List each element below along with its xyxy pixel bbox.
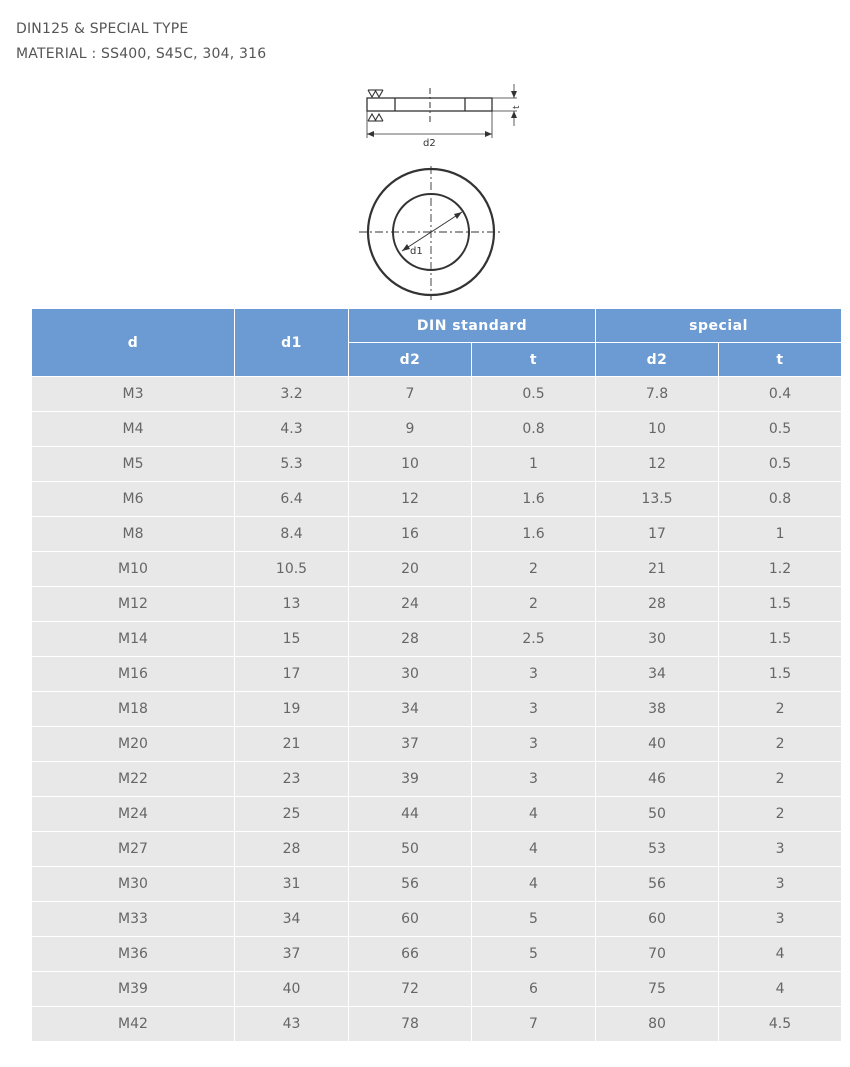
cell-d: M16 [32, 657, 235, 692]
table-row [32, 1007, 842, 1042]
cell-din-d2: 34 [349, 692, 472, 727]
cell-din-t: 3 [472, 657, 596, 692]
page-title: DIN125 & SPECIAL TYPE [16, 21, 189, 37]
table-row [32, 622, 842, 657]
cell-special-t: 3 [719, 867, 842, 902]
cell-din-t: 1 [472, 447, 596, 482]
group-header-din-standard: DIN standard [349, 309, 596, 343]
cell-din-d2: 66 [349, 937, 472, 972]
column-header-special-t: t [719, 343, 842, 377]
cell-din-d2: 78 [349, 1007, 472, 1042]
cell-special-t: 1.5 [719, 622, 842, 657]
cell-special-d2: 46 [596, 762, 719, 797]
cell-din-t: 0.8 [472, 412, 596, 447]
cell-din-t: 3 [472, 727, 596, 762]
cell-d1: 23 [235, 762, 349, 797]
cell-special-d2: 80 [596, 1007, 719, 1042]
table-row [32, 797, 842, 832]
cell-d: M6 [32, 482, 235, 517]
cell-special-d2: 40 [596, 727, 719, 762]
cell-din-d2: 24 [349, 587, 472, 622]
cell-din-d2: 60 [349, 902, 472, 937]
cell-din-d2: 20 [349, 552, 472, 587]
table-row [32, 692, 842, 727]
cell-special-t: 0.5 [719, 412, 842, 447]
cell-din-d2: 30 [349, 657, 472, 692]
material-spec: MATERIAL : SS400, S45C, 304, 316 [16, 46, 267, 62]
cell-special-t: 1.5 [719, 657, 842, 692]
table-row [32, 587, 842, 622]
cell-d1: 43 [235, 1007, 349, 1042]
column-header-d: d [32, 309, 235, 377]
cell-din-t: 2 [472, 552, 596, 587]
cell-d: M10 [32, 552, 235, 587]
cell-special-d2: 38 [596, 692, 719, 727]
cell-d1: 28 [235, 832, 349, 867]
cell-special-d2: 53 [596, 832, 719, 867]
cell-din-t: 4 [472, 867, 596, 902]
cell-special-d2: 12 [596, 447, 719, 482]
table-body [32, 377, 842, 1042]
cell-d: M20 [32, 727, 235, 762]
cell-special-d2: 70 [596, 937, 719, 972]
washer-top-view-drawing [356, 166, 506, 302]
cell-d: M36 [32, 937, 235, 972]
cell-special-d2: 30 [596, 622, 719, 657]
cell-din-d2: 28 [349, 622, 472, 657]
cell-special-d2: 34 [596, 657, 719, 692]
column-header-din-d2: d2 [349, 343, 472, 377]
cell-d1: 21 [235, 727, 349, 762]
cell-d: M33 [32, 902, 235, 937]
table-row [32, 377, 842, 412]
cell-special-d2: 60 [596, 902, 719, 937]
cell-din-t: 2 [472, 587, 596, 622]
cell-d1: 25 [235, 797, 349, 832]
cell-special-d2: 21 [596, 552, 719, 587]
cell-special-d2: 56 [596, 867, 719, 902]
cell-special-d2: 28 [596, 587, 719, 622]
cell-din-t: 1.6 [472, 482, 596, 517]
cell-d1: 3.2 [235, 377, 349, 412]
cell-din-d2: 12 [349, 482, 472, 517]
cell-d: M4 [32, 412, 235, 447]
surface-finish-symbols [368, 90, 383, 121]
cell-din-t: 3 [472, 692, 596, 727]
cell-din-t: 4 [472, 832, 596, 867]
cell-din-d2: 44 [349, 797, 472, 832]
cell-d1: 19 [235, 692, 349, 727]
column-header-special-d2: d2 [596, 343, 719, 377]
cell-special-t: 2 [719, 727, 842, 762]
cell-special-d2: 50 [596, 797, 719, 832]
table-row [32, 657, 842, 692]
cell-special-d2: 13.5 [596, 482, 719, 517]
cell-d1: 8.4 [235, 517, 349, 552]
cell-din-d2: 72 [349, 972, 472, 1007]
cell-din-t: 2.5 [472, 622, 596, 657]
cell-d1: 37 [235, 937, 349, 972]
table-row [32, 902, 842, 937]
cell-d1: 13 [235, 587, 349, 622]
cell-din-d2: 37 [349, 727, 472, 762]
cell-d1: 10.5 [235, 552, 349, 587]
cell-din-d2: 39 [349, 762, 472, 797]
cell-special-t: 4 [719, 972, 842, 1007]
cell-din-t: 0.5 [472, 377, 596, 412]
cell-din-t: 6 [472, 972, 596, 1007]
cell-special-t: 4 [719, 937, 842, 972]
cell-d: M3 [32, 377, 235, 412]
cell-special-t: 2 [719, 692, 842, 727]
cell-special-d2: 17 [596, 517, 719, 552]
cell-d: M14 [32, 622, 235, 657]
cell-special-t: 1.2 [719, 552, 842, 587]
table-row [32, 972, 842, 1007]
cell-d1: 4.3 [235, 412, 349, 447]
table-row [32, 937, 842, 972]
table-row [32, 447, 842, 482]
cell-din-t: 7 [472, 1007, 596, 1042]
cell-special-t: 3 [719, 832, 842, 867]
cell-d: M18 [32, 692, 235, 727]
cell-special-t: 3 [719, 902, 842, 937]
cell-d: M27 [32, 832, 235, 867]
cell-d: M30 [32, 867, 235, 902]
table-row [32, 832, 842, 867]
cell-din-d2: 50 [349, 832, 472, 867]
cell-special-t: 0.8 [719, 482, 842, 517]
cell-special-t: 1.5 [719, 587, 842, 622]
table-row [32, 482, 842, 517]
table-row [32, 867, 842, 902]
table-row [32, 762, 842, 797]
cell-special-t: 2 [719, 797, 842, 832]
cell-special-t: 2 [719, 762, 842, 797]
d2-dimension-label: d2 [423, 138, 436, 149]
cell-d: M12 [32, 587, 235, 622]
cell-special-d2: 7.8 [596, 377, 719, 412]
cell-special-t: 0.5 [719, 447, 842, 482]
column-header-din-t: t [472, 343, 596, 377]
cell-special-d2: 10 [596, 412, 719, 447]
table-row [32, 552, 842, 587]
cell-din-d2: 16 [349, 517, 472, 552]
cell-din-t: 5 [472, 902, 596, 937]
column-header-d1: d1 [235, 309, 349, 377]
cell-din-t: 4 [472, 797, 596, 832]
cell-special-d2: 75 [596, 972, 719, 1007]
group-header-special: special [596, 309, 842, 343]
cell-din-d2: 56 [349, 867, 472, 902]
cell-d1: 31 [235, 867, 349, 902]
cell-din-d2: 10 [349, 447, 472, 482]
cell-special-t: 0.4 [719, 377, 842, 412]
table-row [32, 517, 842, 552]
washer-dimension-table [31, 308, 842, 1042]
cell-din-d2: 7 [349, 377, 472, 412]
cell-d: M22 [32, 762, 235, 797]
d1-dimension-label: d1 [410, 246, 423, 257]
table-row [32, 727, 842, 762]
table-row [32, 412, 842, 447]
washer-side-view-drawing [355, 82, 525, 152]
cell-d1: 40 [235, 972, 349, 1007]
cell-d1: 15 [235, 622, 349, 657]
cell-d1: 5.3 [235, 447, 349, 482]
cell-d: M5 [32, 447, 235, 482]
cell-din-t: 1.6 [472, 517, 596, 552]
cell-din-t: 3 [472, 762, 596, 797]
t-dimension-label: t [512, 105, 522, 109]
cell-din-t: 5 [472, 937, 596, 972]
cell-d1: 34 [235, 902, 349, 937]
cell-d: M24 [32, 797, 235, 832]
cell-din-d2: 9 [349, 412, 472, 447]
cell-d: M8 [32, 517, 235, 552]
cell-d: M39 [32, 972, 235, 1007]
cell-special-t: 4.5 [719, 1007, 842, 1042]
cell-d1: 17 [235, 657, 349, 692]
cell-special-t: 1 [719, 517, 842, 552]
cell-d: M42 [32, 1007, 235, 1042]
cell-d1: 6.4 [235, 482, 349, 517]
